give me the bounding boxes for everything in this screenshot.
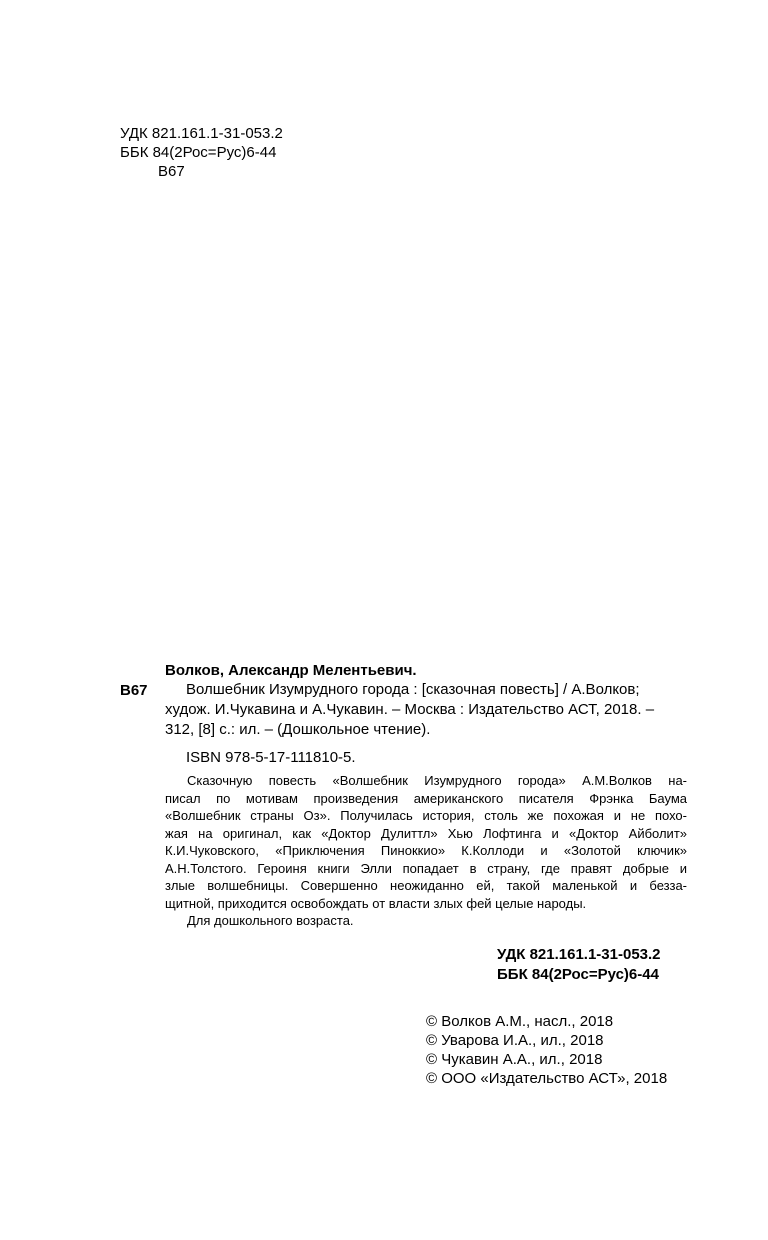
annotation-line: А.Н.Толстого. Героиня книги Элли попадает в страну, где правят добрые и: [165, 860, 687, 876]
cutter-code-top: В67: [158, 163, 185, 180]
bib-extent-line: 312, [8] с.: ил. – (Дошкольное чтение).: [165, 721, 431, 738]
annotation-line: «Волшебник страны Оз». Получилась история, столь же похожая и не похо-: [165, 808, 687, 823]
age-note: Для дошкольного возраста.: [187, 913, 354, 928]
annotation-line: жая на оригинал, как «Доктор Дулиттл» Хью Лофтинга и «Доктор Айболит»: [165, 825, 687, 841]
isbn-line: ISBN 978-5-17-111810-5.: [186, 749, 356, 766]
bib-imprint-line: худож. И.Чукавина и А.Чукавин. – Москва : Издательство АСТ, 2018. –: [165, 701, 655, 718]
bib-title-line: Волшебник Изумрудного города : [сказочная повесть] / А.Волков;: [186, 681, 640, 698]
annotation-line: К.И.Чуковского, «Приключения Пиноккио» К.Коллоди и «Золотой ключик»: [165, 843, 687, 858]
cutter-code-record: В67: [120, 682, 148, 699]
udk-code-bottom: УДК 821.161.1-31-053.2: [497, 946, 661, 963]
udk-code-top: УДК 821.161.1-31-053.2: [120, 125, 283, 142]
annotation-line: Сказочную повесть «Волшебник Изумрудного города» А.М.Волков на-: [187, 773, 687, 788]
bbk-code-top: ББК 84(2Рос=Рус)6-44: [120, 144, 277, 161]
copyright-line: © Уварова И.А., ил., 2018: [426, 1032, 604, 1049]
copyright-line: © Волков А.М., насл., 2018: [426, 1013, 614, 1030]
copyright-line: © ООО «Издательство АСТ», 2018: [426, 1070, 668, 1087]
copyright-line: © Чукавин А.А., ил., 2018: [426, 1051, 603, 1068]
bbk-code-bottom: ББК 84(2Рос=Рус)6-44: [497, 966, 659, 983]
annotation-block: [165, 772, 687, 930]
annotation-line: писал по мотивам произведения американского писателя Фрэнка Баума: [165, 790, 687, 806]
copyright-block: [426, 1012, 667, 1088]
annotation-line: злые волшебницы. Совершенно неожиданно ей, такой маленькой и безза-: [165, 878, 687, 893]
annotation-line: щитной, приходится освобождать от власти злых фей целые народы.: [165, 895, 587, 911]
author-heading: Волков, Александр Мелентьевич.: [165, 662, 417, 679]
